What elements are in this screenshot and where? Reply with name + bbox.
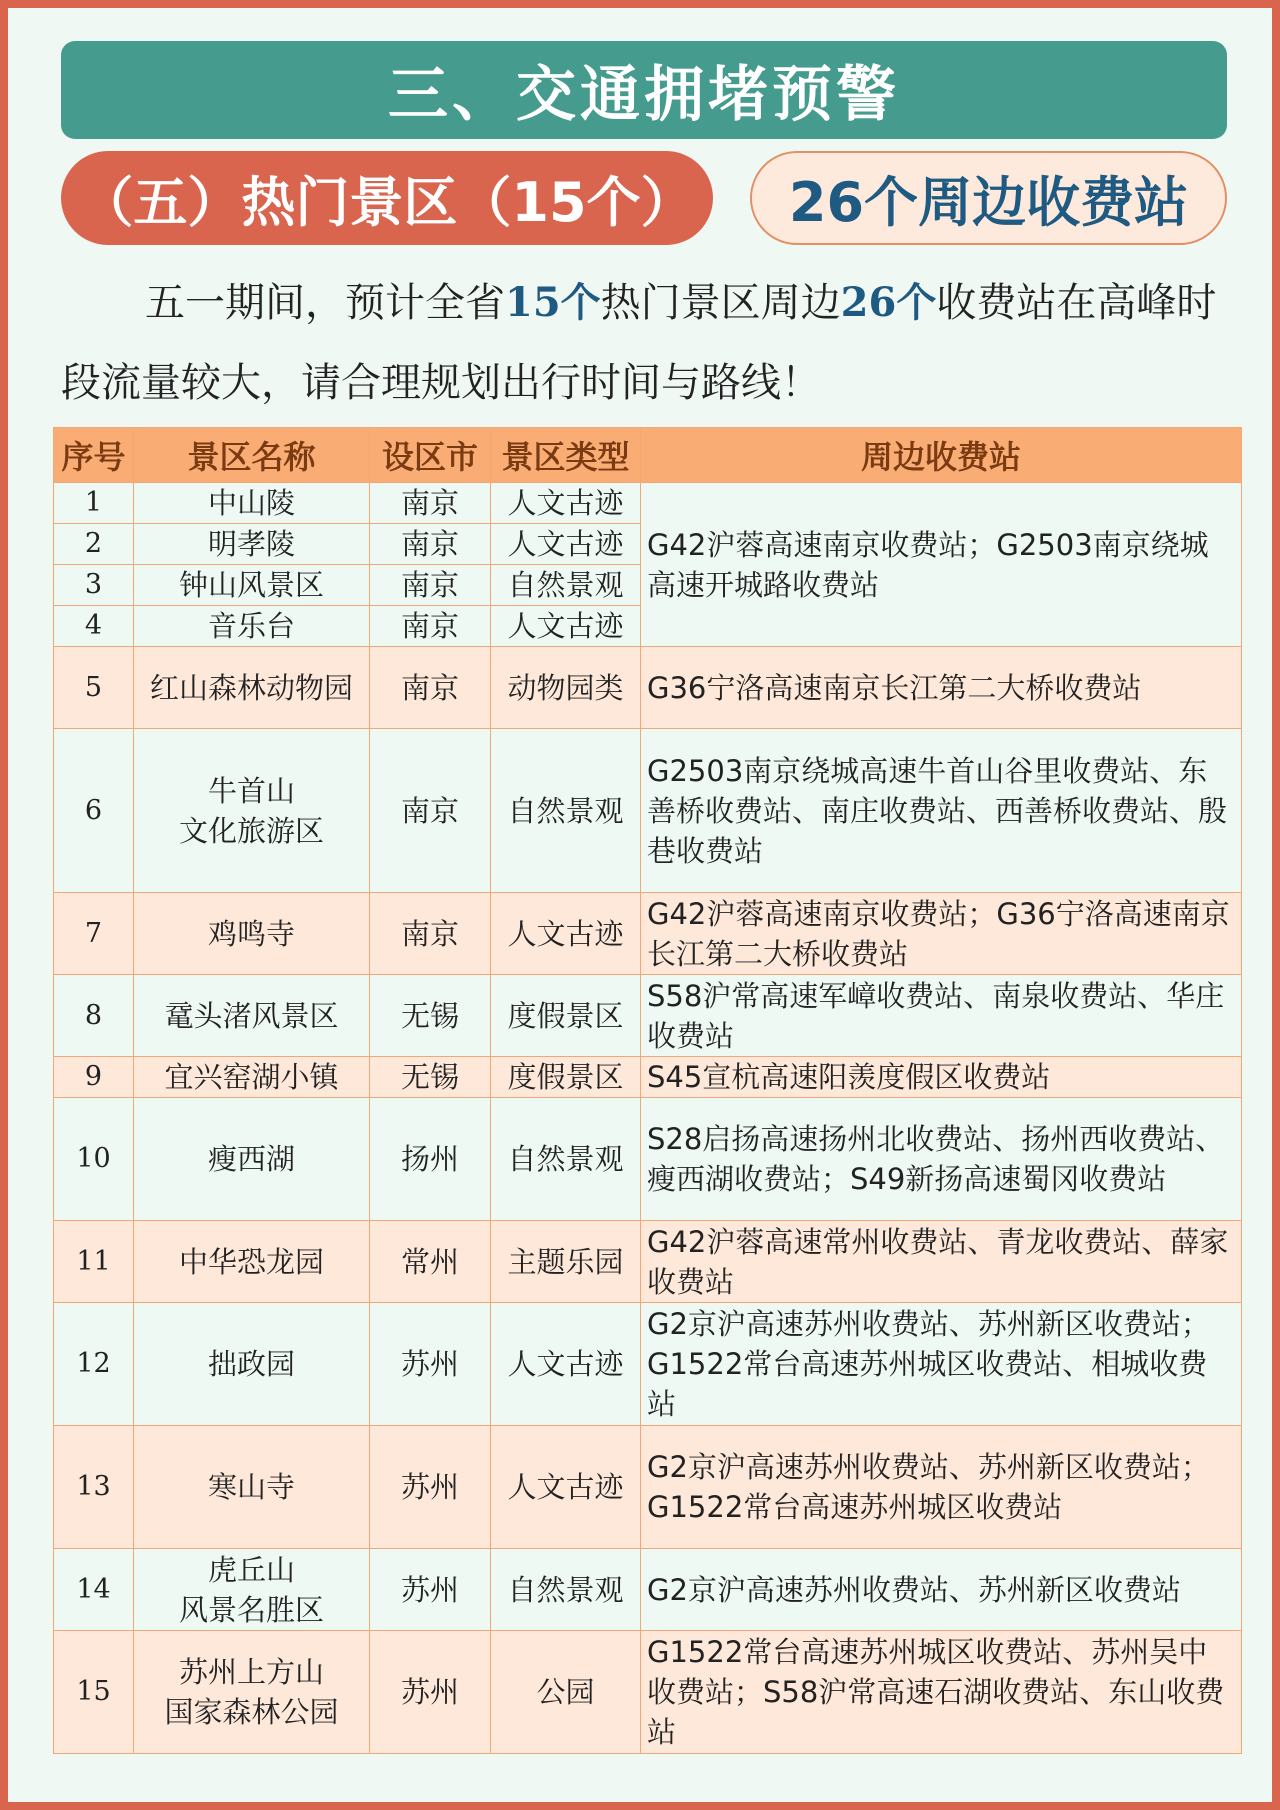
cell-type: 自然景观 xyxy=(491,1549,641,1631)
cell-no: 3 xyxy=(54,565,134,606)
toll-count-badge: 26个周边收费站 xyxy=(750,151,1227,245)
table-row xyxy=(54,729,1242,893)
intro-text-3: 收费站在高峰时段流量较大，请合理规划出行时间与路线！ xyxy=(61,280,1217,406)
cell-name xyxy=(134,1631,370,1754)
intro-text-2: 热门景区周边 xyxy=(600,280,841,326)
cell-type: 自然景观 xyxy=(491,729,641,893)
cell-toll: G36宁洛高速南京长江第二大桥收费站 xyxy=(641,647,1242,729)
cell-no: 15 xyxy=(54,1631,134,1754)
cell-type: 主题乐园 xyxy=(491,1221,641,1303)
cell-no: 10 xyxy=(54,1098,134,1221)
table-row xyxy=(54,1426,1242,1549)
cell-name-line1: 牛首山 xyxy=(207,773,295,808)
table-row xyxy=(54,1631,1242,1754)
cell-no: 14 xyxy=(54,1549,134,1631)
cell-city: 无锡 xyxy=(370,1057,491,1098)
cell-no: 1 xyxy=(54,483,134,524)
cell-type: 人文古迹 xyxy=(491,1303,641,1426)
cell-name: 寒山寺 xyxy=(134,1426,370,1549)
cell-name: 拙政园 xyxy=(134,1303,370,1426)
cell-no: 4 xyxy=(54,606,134,647)
cell-city: 南京 xyxy=(370,647,491,729)
table-row xyxy=(54,483,1242,524)
table-row xyxy=(54,1549,1242,1631)
cell-no: 6 xyxy=(54,729,134,893)
cell-name: 鸡鸣寺 xyxy=(134,893,370,975)
cell-no: 9 xyxy=(54,1057,134,1098)
cell-toll: G2京沪高速苏州收费站、苏州新区收费站；G1522常台高速苏州城区收费站 xyxy=(641,1426,1242,1549)
cell-type: 人文古迹 xyxy=(491,524,641,565)
cell-type: 公园 xyxy=(491,1631,641,1754)
table-header-row xyxy=(54,428,1242,483)
header-no: 序号 xyxy=(54,428,134,483)
cell-no: 5 xyxy=(54,647,134,729)
table-row xyxy=(54,1303,1242,1426)
cell-name: 瘦西湖 xyxy=(134,1098,370,1221)
intro-text-1: 五一期间，预计全省 xyxy=(145,280,505,326)
cell-city: 苏州 xyxy=(370,1631,491,1754)
cell-type: 度假景区 xyxy=(491,975,641,1057)
cell-name: 红山森林动物园 xyxy=(134,647,370,729)
cell-type: 人文古迹 xyxy=(491,1426,641,1549)
cell-name: 明孝陵 xyxy=(134,524,370,565)
cell-city: 扬州 xyxy=(370,1098,491,1221)
table-row xyxy=(54,1221,1242,1303)
cell-toll: S58沪常高速军嶂收费站、南泉收费站、华庄收费站 xyxy=(641,975,1242,1057)
cell-city: 南京 xyxy=(370,483,491,524)
cell-type: 自然景观 xyxy=(491,565,641,606)
cell-city: 无锡 xyxy=(370,975,491,1057)
cell-city: 南京 xyxy=(370,524,491,565)
cell-type: 动物园类 xyxy=(491,647,641,729)
cell-toll: G42沪蓉高速常州收费站、青龙收费站、薛家收费站 xyxy=(641,1221,1242,1303)
cell-type: 人文古迹 xyxy=(491,893,641,975)
cell-name xyxy=(134,729,370,893)
cell-toll: G2京沪高速苏州收费站、苏州新区收费站；G1522常台高速苏州城区收费站、相城收费站 xyxy=(641,1303,1242,1426)
cell-city: 常州 xyxy=(370,1221,491,1303)
cell-city: 南京 xyxy=(370,729,491,893)
cell-type: 人文古迹 xyxy=(491,483,641,524)
scenic-table xyxy=(53,427,1242,1754)
scenic-table-wrapper xyxy=(53,427,1241,1754)
header-name: 景区名称 xyxy=(134,428,370,483)
cell-toll: G2503南京绕城高速牛首山谷里收费站、东善桥收费站、南庄收费站、西善桥收费站、殷巷收费站 xyxy=(641,729,1242,893)
cell-type: 度假景区 xyxy=(491,1057,641,1098)
table-row xyxy=(54,647,1242,729)
intro-highlight-toll-count: 26个 xyxy=(840,279,937,326)
cell-no: 12 xyxy=(54,1303,134,1426)
cell-city: 苏州 xyxy=(370,1549,491,1631)
cell-toll: G42沪蓉高速南京收费站；G36宁洛高速南京长江第二大桥收费站 xyxy=(641,893,1242,975)
header-toll: 周边收费站 xyxy=(641,428,1242,483)
section-badge: （五）热门景区（15个） xyxy=(61,151,713,245)
cell-name: 中华恐龙园 xyxy=(134,1221,370,1303)
intro-paragraph xyxy=(61,263,1231,423)
cell-name-line2: 国家森林公园 xyxy=(164,1695,339,1729)
cell-city: 苏州 xyxy=(370,1303,491,1426)
header-city: 设区市 xyxy=(370,428,491,483)
cell-name-line2: 风景名胜区 xyxy=(178,1592,324,1627)
cell-city: 苏州 xyxy=(370,1426,491,1549)
cell-no: 13 xyxy=(54,1426,134,1549)
cell-city: 南京 xyxy=(370,893,491,975)
cell-name: 中山陵 xyxy=(134,483,370,524)
cell-toll: G2京沪高速苏州收费站、苏州新区收费站 xyxy=(641,1549,1242,1631)
cell-no: 8 xyxy=(54,975,134,1057)
intro-highlight-scenic-count: 15个 xyxy=(505,279,601,326)
table-row xyxy=(54,1098,1242,1221)
cell-toll: S45宣杭高速阳羡度假区收费站 xyxy=(641,1057,1242,1098)
table-row xyxy=(54,1057,1242,1098)
cell-type: 自然景观 xyxy=(491,1098,641,1221)
cell-name: 宜兴窑湖小镇 xyxy=(134,1057,370,1098)
cell-name: 鼋头渚风景区 xyxy=(134,975,370,1057)
table-row xyxy=(54,975,1242,1057)
cell-name-line1: 苏州上方山 xyxy=(178,1655,324,1689)
cell-toll: G42沪蓉高速南京收费站；G2503南京绕城高速开城路收费站 xyxy=(641,483,1242,647)
page-title: 三、交通拥堵预警 xyxy=(61,41,1227,139)
cell-name: 音乐台 xyxy=(134,606,370,647)
cell-no: 11 xyxy=(54,1221,134,1303)
header-type: 景区类型 xyxy=(491,428,641,483)
cell-name xyxy=(134,1549,370,1631)
cell-no: 2 xyxy=(54,524,134,565)
cell-toll: G1522常台高速苏州城区收费站、苏州吴中收费站；S58沪常高速石湖收费站、东山收费站 xyxy=(641,1631,1242,1754)
cell-no: 7 xyxy=(54,893,134,975)
cell-city: 南京 xyxy=(370,565,491,606)
cell-name-line2: 文化旅游区 xyxy=(178,813,324,848)
cell-type: 人文古迹 xyxy=(491,606,641,647)
cell-name-line1: 虎丘山 xyxy=(207,1552,295,1587)
cell-toll: S28启扬高速扬州北收费站、扬州西收费站、瘦西湖收费站；S49新扬高速蜀冈收费站 xyxy=(641,1098,1242,1221)
cell-city: 南京 xyxy=(370,606,491,647)
cell-name: 钟山风景区 xyxy=(134,565,370,606)
table-row xyxy=(54,893,1242,975)
